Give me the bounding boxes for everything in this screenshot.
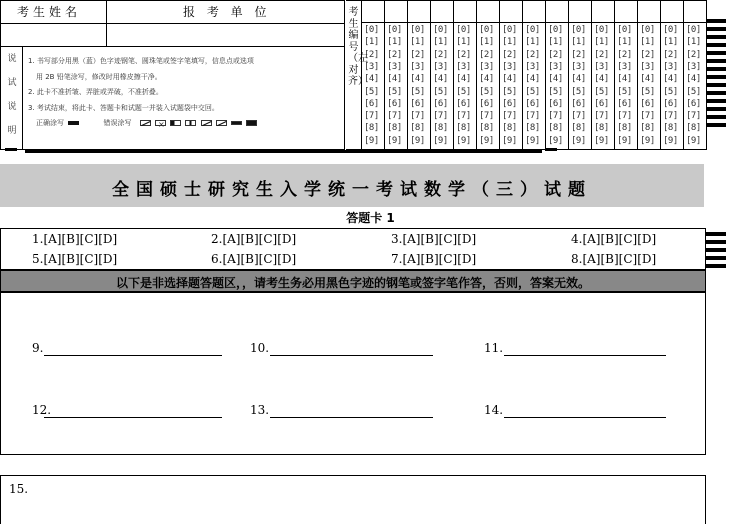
notes-side-char: 明: [7, 126, 17, 136]
id-digit-bubble[interactable]: [6]: [548, 98, 563, 109]
id-digit-bubble[interactable]: [0]: [594, 25, 609, 35]
choice-question[interactable]: [571, 252, 656, 266]
id-digit-bubble[interactable]: [6]: [640, 98, 655, 109]
id-digit-bubble[interactable]: [0]: [410, 25, 425, 35]
fill-in-blank[interactable]: [32, 341, 43, 355]
id-digit-bubble[interactable]: [5]: [456, 86, 471, 97]
choice-question[interactable]: [32, 252, 117, 266]
multiple-choice-box: [0, 228, 706, 270]
blank-number: 13.: [250, 403, 270, 417]
id-digit-bubble[interactable]: [2]: [686, 49, 701, 60]
id-digit-column: [477, 1, 500, 149]
application-unit-field[interactable]: [108, 24, 345, 46]
id-digit-bubble[interactable]: [3]: [548, 61, 563, 72]
id-digit-bubble[interactable]: [4]: [387, 74, 402, 85]
id-digit-bubble[interactable]: [7]: [686, 111, 701, 122]
id-digit-write-cell[interactable]: [454, 1, 476, 23]
info-input-row: [1, 24, 344, 47]
choice-number: 1.: [32, 232, 44, 246]
timing-mark: [706, 75, 726, 79]
id-digit-bubble[interactable]: [3]: [410, 61, 425, 72]
id-digit-column: [592, 1, 615, 149]
fill-in-blank[interactable]: [484, 403, 503, 417]
info-header-row: [1, 1, 344, 24]
instruction-line: 1. 书写部分用黑（蓝）色字迹钢笔、圆珠笔或签字笔填写，信息点或选项: [28, 57, 254, 65]
choice-options[interactable]: [A][B][C][D]: [222, 232, 297, 246]
id-digit-bubble[interactable]: [2]: [502, 49, 517, 60]
notice-text: 以下是非选择题答题区，，请考生务必用黑色字迹的钢笔或签字笔作答，否则，答案无效。: [115, 276, 590, 290]
timing-mark: [706, 43, 726, 47]
wrong-mark-underfill: [231, 121, 242, 125]
id-digit-bubble[interactable]: [7]: [479, 111, 494, 122]
id-digit-bubble[interactable]: [2]: [364, 49, 379, 60]
instructions: [28, 54, 343, 132]
id-digit-bubble[interactable]: [2]: [479, 49, 494, 60]
id-digit-bubble[interactable]: [8]: [433, 123, 448, 134]
choice-options[interactable]: [A][B][C][D]: [402, 232, 477, 246]
id-digit-column: [615, 1, 638, 149]
id-digit-bubble[interactable]: [9]: [594, 135, 609, 146]
id-digit-bubble[interactable]: [5]: [571, 86, 586, 97]
id-digit-column: [408, 1, 431, 149]
id-digit-bubble[interactable]: [8]: [525, 123, 540, 134]
id-digit-bubble[interactable]: [3]: [502, 61, 517, 72]
id-digit-bubble[interactable]: [1]: [433, 37, 448, 48]
wrong-mark-cross: [155, 120, 166, 126]
id-digit-bubble[interactable]: [7]: [617, 111, 632, 122]
id-digit-bubble[interactable]: [4]: [502, 74, 517, 85]
id-digit-bubble[interactable]: [7]: [594, 111, 609, 122]
question-15-number: 15.: [9, 482, 29, 496]
choice-question[interactable]: [211, 232, 296, 246]
id-digit-bubble[interactable]: [3]: [617, 61, 632, 72]
id-digit-bubble[interactable]: [7]: [525, 111, 540, 122]
id-digit-bubble[interactable]: [4]: [548, 74, 563, 85]
id-digit-bubble[interactable]: [8]: [456, 123, 471, 134]
id-digit-column: [546, 1, 569, 149]
id-digit-bubble[interactable]: [7]: [410, 111, 425, 122]
timing-mark: [706, 256, 726, 260]
choice-options[interactable]: [A][B][C][D]: [582, 252, 657, 266]
wrong-mark-slash: [140, 120, 151, 126]
candidate-info-table: [0, 0, 345, 150]
timing-mark: [706, 248, 726, 252]
id-digit-column: [569, 1, 592, 149]
choice-number: 8.: [571, 252, 583, 266]
id-digit-column: [454, 1, 477, 149]
id-digit-bubble[interactable]: [5]: [410, 86, 425, 97]
answer-line: [44, 355, 222, 356]
id-digit-bubble[interactable]: [6]: [686, 98, 701, 109]
id-digit-column: [385, 1, 408, 149]
id-digit-bubble[interactable]: [1]: [594, 37, 609, 48]
id-digit-bubble[interactable]: [2]: [525, 49, 540, 60]
id-digit-bubble[interactable]: [5]: [663, 86, 678, 97]
id-digit-bubble[interactable]: [6]: [479, 98, 494, 109]
fill-in-blank[interactable]: [484, 341, 503, 355]
wrong-mark-partial: [170, 120, 181, 126]
id-digit-bubble[interactable]: [0]: [502, 25, 517, 35]
id-digit-write-cell[interactable]: [431, 1, 453, 23]
wrong-mark-tick: [201, 120, 212, 126]
answer-line: [270, 355, 433, 356]
id-digit-bubble[interactable]: [4]: [663, 74, 678, 85]
choice-question[interactable]: [32, 232, 117, 246]
id-digit-bubble[interactable]: [6]: [387, 98, 402, 109]
exam-id-label: 考生编号（左对齐）: [348, 7, 368, 87]
name-cell: [1, 1, 107, 23]
id-digit-bubble[interactable]: [0]: [456, 25, 471, 35]
id-digit-bubble[interactable]: [1]: [456, 37, 471, 48]
id-digit-bubble[interactable]: [9]: [456, 135, 471, 146]
id-digit-bubble[interactable]: [5]: [433, 86, 448, 97]
id-digit-bubble[interactable]: [3]: [387, 61, 402, 72]
id-digit-column: [500, 1, 523, 149]
id-digit-bubble[interactable]: [3]: [571, 61, 586, 72]
choice-number: 6.: [211, 252, 223, 266]
id-digit-bubble[interactable]: [8]: [571, 123, 586, 134]
answer-line: [44, 417, 222, 418]
id-digit-bubble[interactable]: [1]: [364, 37, 379, 48]
instruction-line: 用 2B 铅笔涂写，修改时用橡皮擦干净。: [36, 72, 162, 81]
instruction-line: 3. 考试结束，将此卡、答题卡和试题一并装入试题袋中交回。: [28, 103, 219, 112]
id-digit-write-cell[interactable]: [661, 1, 683, 23]
id-digit-write-cell[interactable]: [362, 1, 384, 23]
id-digit-bubble[interactable]: [8]: [663, 123, 678, 134]
fill-in-answer-area: [0, 292, 706, 455]
blank-number: 11.: [484, 341, 504, 355]
choice-options[interactable]: [A][B][C][D]: [402, 252, 477, 266]
wrong-fill-label: 错误涂写: [103, 119, 132, 127]
timing-mark: [706, 51, 726, 55]
id-digit-write-cell[interactable]: [684, 1, 707, 23]
id-digit-bubble[interactable]: [6]: [617, 98, 632, 109]
id-digit-write-cell[interactable]: [592, 1, 614, 23]
id-digit-bubble[interactable]: [4]: [571, 74, 586, 85]
id-digit-bubble[interactable]: [5]: [502, 86, 517, 97]
id-digit-bubble[interactable]: [5]: [364, 86, 379, 97]
timing-mark: [706, 27, 726, 31]
notes-side-char: 试: [7, 78, 17, 88]
id-digit-bubble[interactable]: [1]: [617, 37, 632, 48]
id-digit-bubble[interactable]: [9]: [663, 135, 678, 146]
blank-number: 9.: [32, 341, 44, 355]
id-digit-bubble[interactable]: [5]: [686, 86, 701, 97]
id-digit-bubble[interactable]: [5]: [479, 86, 494, 97]
id-digit-bubble[interactable]: [2]: [548, 49, 563, 60]
candidate-name-field[interactable]: [1, 24, 107, 46]
id-digit-bubble[interactable]: [9]: [410, 135, 425, 146]
id-digit-bubble[interactable]: [8]: [364, 123, 379, 134]
id-digit-bubble[interactable]: [2]: [640, 49, 655, 60]
id-digit-bubble[interactable]: [4]: [617, 74, 632, 85]
timing-mark: [706, 123, 726, 127]
id-digit-bubble[interactable]: [3]: [456, 61, 471, 72]
id-digit-bubble[interactable]: [6]: [525, 98, 540, 109]
id-digit-write-cell[interactable]: [523, 1, 545, 23]
id-digit-bubble[interactable]: [3]: [594, 61, 609, 72]
exam-title-band: [0, 164, 704, 207]
timing-mark: [706, 99, 726, 103]
fill-example-row: [28, 116, 343, 132]
choice-question[interactable]: [571, 232, 656, 246]
id-digit-bubble[interactable]: [1]: [525, 37, 540, 48]
correct-fill-label: 正确涂写: [36, 119, 64, 127]
rule-bar: [25, 150, 542, 153]
answer-line: [504, 355, 666, 356]
correct-fill-mark: [68, 121, 79, 125]
id-digit-bubble[interactable]: [6]: [502, 98, 517, 109]
id-digit-bubble[interactable]: [1]: [663, 37, 678, 48]
id-digit-bubble[interactable]: [7]: [456, 111, 471, 122]
application-unit-label: 报 考 单 位: [183, 5, 271, 19]
id-digit-bubble[interactable]: [9]: [640, 135, 655, 146]
id-digit-bubble[interactable]: [4]: [410, 74, 425, 85]
id-digit-bubble[interactable]: [5]: [525, 86, 540, 97]
id-digit-column: [431, 1, 454, 149]
id-digit-bubble[interactable]: [8]: [686, 123, 701, 134]
id-digit-bubble[interactable]: [1]: [548, 37, 563, 48]
timing-mark: [706, 232, 726, 236]
id-digit-bubble[interactable]: [9]: [548, 135, 563, 146]
id-digit-bubble[interactable]: [2]: [617, 49, 632, 60]
id-digit-bubble[interactable]: [8]: [594, 123, 609, 134]
id-digit-write-cell[interactable]: [408, 1, 430, 23]
id-digit-bubble[interactable]: [9]: [479, 135, 494, 146]
id-digit-write-cell[interactable]: [569, 1, 591, 23]
id-digit-bubble[interactable]: [2]: [571, 49, 586, 60]
id-digit-column: [661, 1, 684, 149]
id-digit-column: [362, 1, 385, 149]
id-digit-bubble[interactable]: [1]: [387, 37, 402, 48]
wrong-mark-slash-2: [216, 120, 227, 126]
notes-side-label: [1, 47, 23, 150]
id-digit-bubble[interactable]: [4]: [594, 74, 609, 85]
id-digit-bubble[interactable]: [2]: [663, 49, 678, 60]
id-digit-column: [684, 1, 707, 149]
choice-question[interactable]: [391, 252, 476, 266]
id-digit-bubble[interactable]: [6]: [456, 98, 471, 109]
timing-mark: [706, 19, 726, 23]
id-digit-bubble[interactable]: [3]: [640, 61, 655, 72]
id-digit-bubble[interactable]: [0]: [571, 25, 586, 35]
id-digit-bubble[interactable]: [0]: [640, 25, 655, 35]
choice-number: 5.: [32, 252, 44, 266]
id-digit-write-cell[interactable]: [385, 1, 407, 23]
choice-question[interactable]: [211, 252, 296, 266]
id-digit-bubble[interactable]: [0]: [479, 25, 494, 35]
answer-line: [504, 417, 666, 418]
question-15-area[interactable]: [0, 475, 706, 524]
exam-title: 全国硕士研究生入学统一考试数学（三）试题: [112, 180, 592, 200]
id-digit-bubble[interactable]: [8]: [410, 123, 425, 134]
id-digit-bubble[interactable]: [9]: [686, 135, 701, 146]
id-digit-bubble[interactable]: [9]: [617, 135, 632, 146]
id-digit-write-cell[interactable]: [477, 1, 499, 23]
id-digit-bubble[interactable]: [0]: [617, 25, 632, 35]
id-digit-bubble[interactable]: [6]: [364, 98, 379, 109]
fill-in-blank[interactable]: [250, 341, 269, 355]
exam-id-label-column: [346, 0, 368, 150]
choice-number: 7.: [391, 252, 403, 266]
id-digit-write-cell[interactable]: [615, 1, 637, 23]
notes-side-char: 说: [7, 54, 17, 64]
id-digit-bubble[interactable]: [1]: [640, 37, 655, 48]
choice-number: 2.: [211, 232, 223, 246]
id-digit-bubble[interactable]: [4]: [433, 74, 448, 85]
id-digit-bubble[interactable]: [0]: [387, 25, 402, 35]
id-digit-bubble[interactable]: [9]: [525, 135, 540, 146]
id-digit-bubble[interactable]: [7]: [364, 111, 379, 122]
id-digit-bubble[interactable]: [4]: [456, 74, 471, 85]
choice-question[interactable]: [391, 232, 476, 246]
choice-options[interactable]: [A][B][C][D]: [43, 232, 118, 246]
id-digit-bubble[interactable]: [1]: [410, 37, 425, 48]
id-digit-bubble[interactable]: [6]: [571, 98, 586, 109]
timing-mark: [706, 240, 726, 244]
id-digit-bubble[interactable]: [7]: [640, 111, 655, 122]
id-digit-bubble[interactable]: [9]: [502, 135, 517, 146]
id-digit-bubble[interactable]: [2]: [433, 49, 448, 60]
id-digit-bubble[interactable]: [8]: [548, 123, 563, 134]
answer-card-label: 答题卡 1: [346, 211, 395, 225]
id-digit-bubble[interactable]: [1]: [686, 37, 701, 48]
id-digit-bubble[interactable]: [5]: [617, 86, 632, 97]
timing-mark: [706, 83, 726, 87]
choice-options[interactable]: [A][B][C][D]: [222, 252, 297, 266]
id-digit-bubble[interactable]: [9]: [433, 135, 448, 146]
id-digit-bubble[interactable]: [1]: [571, 37, 586, 48]
timing-mark: [706, 59, 726, 63]
id-digit-bubble[interactable]: [7]: [433, 111, 448, 122]
id-digit-bubble[interactable]: [3]: [479, 61, 494, 72]
id-digit-bubble[interactable]: [8]: [640, 123, 655, 134]
timing-mark: [706, 107, 726, 111]
id-digit-bubble[interactable]: [1]: [479, 37, 494, 48]
id-digit-bubble[interactable]: [2]: [410, 49, 425, 60]
id-digit-bubble[interactable]: [0]: [686, 25, 701, 35]
id-digit-bubble[interactable]: [3]: [525, 61, 540, 72]
id-digit-bubble[interactable]: [1]: [502, 37, 517, 48]
fill-in-blank[interactable]: [32, 403, 51, 417]
id-digit-bubble[interactable]: [5]: [387, 86, 402, 97]
exam-id-grid: [362, 0, 707, 150]
id-digit-bubble[interactable]: [6]: [410, 98, 425, 109]
blank-number: 10.: [250, 341, 270, 355]
choice-number: 4.: [571, 232, 583, 246]
id-digit-bubble[interactable]: [7]: [387, 111, 402, 122]
id-digit-bubble[interactable]: [3]: [364, 61, 379, 72]
timing-mark: [706, 91, 726, 95]
blank-number: 14.: [484, 403, 504, 417]
choice-number: 3.: [391, 232, 403, 246]
id-digit-bubble[interactable]: [3]: [433, 61, 448, 72]
choice-options[interactable]: [A][B][C][D]: [582, 232, 657, 246]
id-digit-bubble[interactable]: [2]: [456, 49, 471, 60]
timing-mark: [706, 67, 726, 71]
id-digit-bubble[interactable]: [3]: [663, 61, 678, 72]
id-digit-bubble[interactable]: [7]: [548, 111, 563, 122]
id-digit-bubble[interactable]: [4]: [525, 74, 540, 85]
timing-mark: [706, 35, 726, 39]
timing-mark: [706, 115, 726, 119]
fill-in-blank[interactable]: [250, 403, 269, 417]
id-digit-bubble[interactable]: [0]: [663, 25, 678, 35]
timing-mark: [706, 264, 726, 268]
notice-bar: [0, 270, 706, 292]
id-digit-column: [523, 1, 546, 149]
id-digit-bubble[interactable]: [0]: [548, 25, 563, 35]
id-digit-bubble[interactable]: [5]: [548, 86, 563, 97]
id-digit-bubble[interactable]: [0]: [364, 25, 379, 35]
id-digit-bubble[interactable]: [7]: [571, 111, 586, 122]
id-digit-bubble[interactable]: [3]: [686, 61, 701, 72]
id-digit-bubble[interactable]: [6]: [663, 98, 678, 109]
id-digit-bubble[interactable]: [8]: [479, 123, 494, 134]
id-digit-bubble[interactable]: [4]: [686, 74, 701, 85]
answer-line: [270, 417, 433, 418]
notes-side-char: 说: [7, 102, 17, 112]
id-digit-bubble[interactable]: [2]: [387, 49, 402, 60]
id-digit-bubble[interactable]: [8]: [387, 123, 402, 134]
id-digit-bubble[interactable]: [2]: [594, 49, 609, 60]
blank-number: 12.: [32, 403, 52, 417]
rule-mark: [5, 148, 17, 151]
id-digit-bubble[interactable]: [4]: [364, 74, 379, 85]
candidate-name-label: 考生姓名: [17, 5, 82, 19]
id-digit-bubble[interactable]: [8]: [502, 123, 517, 134]
id-digit-bubble[interactable]: [9]: [571, 135, 586, 146]
id-digit-bubble[interactable]: [4]: [640, 74, 655, 85]
wrong-mark-box: [246, 120, 257, 126]
id-digit-bubble[interactable]: [6]: [594, 98, 609, 109]
id-digit-write-cell[interactable]: [546, 1, 568, 23]
id-digit-bubble[interactable]: [9]: [364, 135, 379, 146]
id-digit-bubble[interactable]: [8]: [617, 123, 632, 134]
id-digit-bubble[interactable]: [5]: [594, 86, 609, 97]
id-digit-column: [638, 1, 661, 149]
id-digit-bubble[interactable]: [6]: [433, 98, 448, 109]
wrong-fill-marks: [140, 116, 260, 132]
wrong-mark-bar: [185, 120, 196, 126]
id-digit-bubble[interactable]: [0]: [433, 25, 448, 35]
instruction-line: 2. 此卡不准折皱、弄脏或弄破，不准折叠。: [28, 88, 163, 96]
id-digit-bubble[interactable]: [9]: [387, 135, 402, 146]
choice-options[interactable]: [A][B][C][D]: [43, 252, 118, 266]
rule-mark: [545, 148, 557, 151]
id-digit-bubble[interactable]: [7]: [502, 111, 517, 122]
id-digit-write-cell[interactable]: [500, 1, 522, 23]
id-digit-bubble[interactable]: [4]: [479, 74, 494, 85]
id-digit-write-cell[interactable]: [638, 1, 660, 23]
id-digit-bubble[interactable]: [0]: [525, 25, 540, 35]
id-digit-bubble[interactable]: [7]: [663, 111, 678, 122]
id-digit-bubble[interactable]: [5]: [640, 86, 655, 97]
